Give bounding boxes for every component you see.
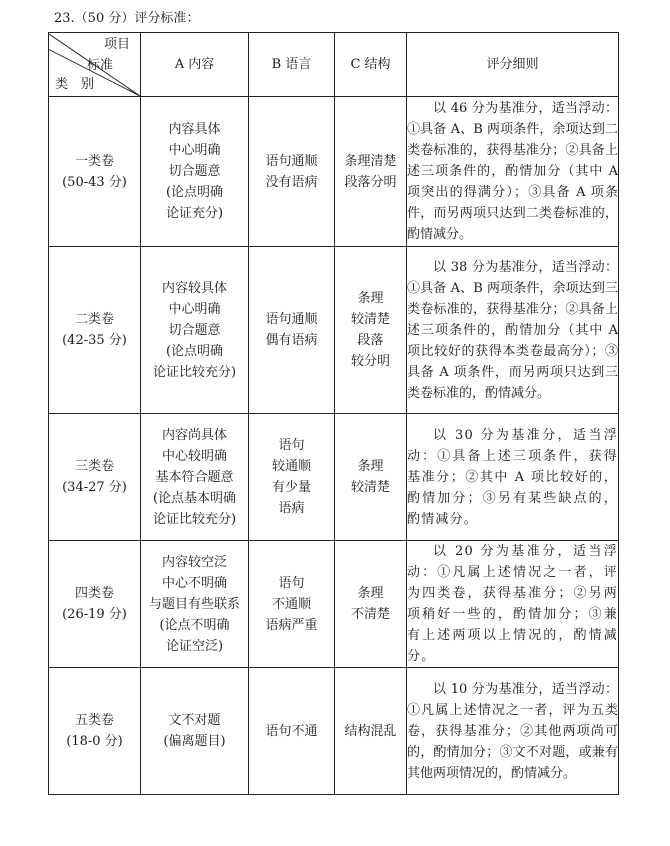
language-criteria: 语句通顺 偶有语病 (249, 247, 335, 414)
grade-row-5 (49, 668, 619, 795)
structure-criteria: 条理 较清楚 (335, 414, 407, 541)
grade-category: 一类卷 (50-43 分) (49, 97, 141, 247)
corner-cell (49, 33, 141, 97)
language-criteria: 语句 不通顺 语病严重 (249, 541, 335, 668)
rubric-table (48, 32, 619, 795)
content-criteria: 内容尚具体 中心较明确 基本符合题意 (论点基本明确 论证比较充分) (141, 414, 249, 541)
corner-category-label: 类 别 (55, 76, 95, 92)
grade-category: 三类卷 (34-27 分) (49, 414, 141, 541)
structure-criteria: 结构混乱 (335, 668, 407, 795)
structure-criteria: 条理 不清楚 (335, 541, 407, 668)
language-criteria: 语句通顺 没有语病 (249, 97, 335, 247)
language-criteria: 语句不通 (249, 668, 335, 795)
grade-row-4 (49, 541, 619, 668)
question-heading: 23.（50 分）评分标准： (54, 11, 200, 26)
grade-category: 二类卷 (42-35 分) (49, 247, 141, 414)
content-criteria: 内容较空泛 中心不明确 与题目有些联系 (论点不明确 论证空泛) (141, 541, 249, 668)
column-header-detail: 评分细则 (407, 33, 619, 97)
content-criteria: 内容较具体 中心明确 切合题意 (论点明确 论证比较充分) (141, 247, 249, 414)
grade-row-3 (49, 414, 619, 541)
grade-category: 五类卷 (18-0 分) (49, 668, 141, 795)
scoring-detail: 以 20 分为基准分，适当浮动：①凡属上述情况之一者，评为四类卷，获得基准分；②另两项稍好一些的，酌情加分；③兼有上述两项以上情况的，酌情减分。 (407, 541, 619, 668)
scoring-detail: 以 46 分为基准分，适当浮动：①具备 A、B 两项条件，余项达到二类卷标准的，获得基准分；②具备上述三项条件的，酌情加分（其中 A 项突出的得满分）；③具备 A 项条件，而另两项只达到二类卷标准的，酌情减分。 (407, 97, 619, 247)
language-criteria: 语句 较通顺 有少量 语病 (249, 414, 335, 541)
content-criteria: 内容具体 中心明确 切合题意 (论点明确 论证充分) (141, 97, 249, 247)
grade-category: 四类卷 (26-19 分) (49, 541, 141, 668)
corner-standard-label: 标准 (87, 57, 114, 73)
scoring-detail: 以 30 分为基准分，适当浮动：①具备上述三项条件，获得基准分；②其中 A 项比较好的，酌情加分；③另有某些缺点的，酌情减分。 (407, 414, 619, 541)
grade-row-1 (49, 97, 619, 247)
scoring-detail: 以 10 分为基准分，适当浮动：①凡属上述情况之一者，评为五类卷，获得基准分；②其他两项尚可的，酌情加分；③文不对题，或兼有其他两项情况的，酌情减分。 (407, 668, 619, 795)
corner-item-label: 项目 (103, 36, 130, 52)
column-header-language: B 语言 (249, 33, 335, 97)
grade-row-2 (49, 247, 619, 414)
header-row (49, 33, 619, 97)
column-header-structure: C 结构 (335, 33, 407, 97)
column-header-content: A 内容 (141, 33, 249, 97)
scoring-detail: 以 38 分为基准分，适当浮动：①具备 A、B 两项条件，余项达到三类卷标准的，获得基准分；②具备上述三项条件的，酌情加分（其中 A 项比较好的获得本类卷最高分）；③具备 A 项条件，而另两项只达到三类卷标准的，酌情减分。 (407, 247, 619, 414)
structure-criteria: 条理清楚 段落分明 (335, 97, 407, 247)
content-criteria: 文不对题 (偏离题目) (141, 668, 249, 795)
structure-criteria: 条理 较清楚 段落 较分明 (335, 247, 407, 414)
